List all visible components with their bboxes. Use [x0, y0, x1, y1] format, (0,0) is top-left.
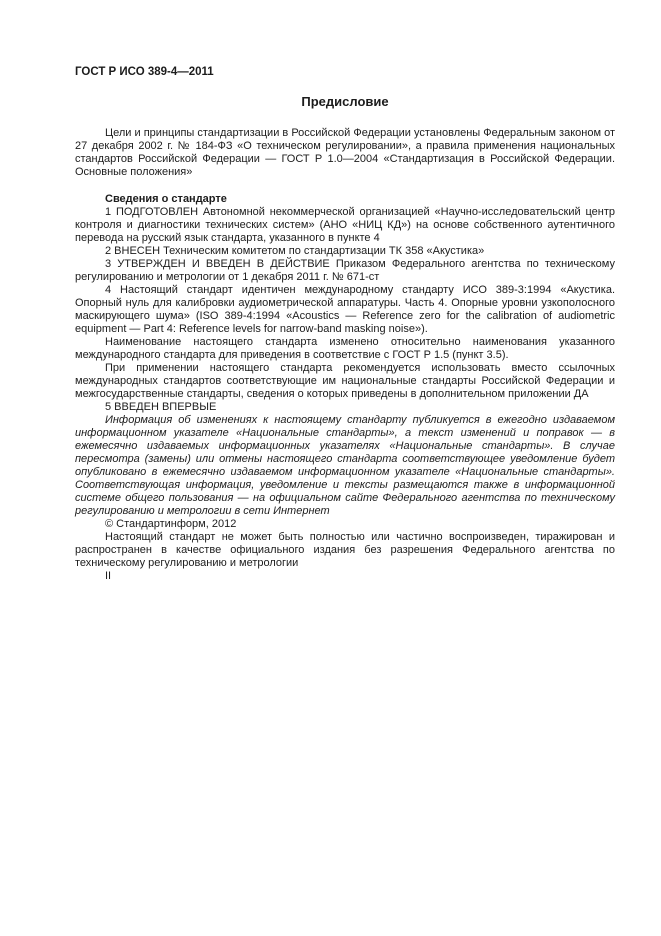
reproduction-notice: Настоящий стандарт не может быть полностью или частично воспроизведен, тиражирован и распространен в качестве официального издания без разрешения Федерального агентства по техническому регулированию и метрологии — [75, 531, 615, 569]
page-title: Предисловие — [301, 94, 389, 109]
standard-info-item-5: 5 ВВЕДЕН ВПЕРВЫЕ — [105, 401, 217, 413]
intro-paragraph: Цели и принципы стандартизации в Российской Федерации установлены Федеральным законом от 27 декабря 2002 г. № 184-ФЗ «О техническом регулировании», а правила применения национальных стандартов Российской Федерации — ГОСТ Р 1.0—2004 «Стандартизация в Российской Федерации. Основные положения» — [75, 127, 615, 178]
standard-info-item-2: 2 ВНЕСЕН Техническим комитетом по стандартизации ТК 358 «Акустика» — [105, 245, 485, 257]
doc-number: ГОСТ Р ИСО 389-4—2011 — [75, 66, 214, 78]
item-4-note-2: При применении настоящего стандарта рекомендуется использовать вместо ссылочных международных стандартов соответствующие им национальные стандарты Российской Федерации и межгосударственные стандарты, сведения о которых приведены в дополнительном приложении ДА — [75, 362, 615, 400]
standard-info-item-3: 3 УТВЕРЖДЕН И ВВЕДЕН В ДЕЙСТВИЕ Приказом Федерального агентства по техническому регулированию и метрологии от 1 декабря 2011 г. № 671-ст — [75, 258, 615, 283]
standard-info-item-1: 1 ПОДГОТОВЛЕН Автономной некоммерческой организацией «Научно-исследовательский центр контроля и диагностики технических систем» (АНО «НИЦ КД») на основе собственного аутентичного перевода на русский язык стандарта, указанного в пункте 4 — [75, 206, 615, 244]
standard-info-item-4: 4 Настоящий стандарт идентичен международному стандарту ИСО 389-3:1994 «Акустика. Опорный нуль для калибровки аудиометрической аппаратуры. Часть 4. Опорные уровни узкополосного маскирующего шума» (ISO 389-4:1994 «Acoustics — Reference zero for the calibration of audiometric equipment — Part 4: Reference levels for narrow-band masking noise»). — [75, 284, 615, 335]
copyright-notice: © Стандартинформ, 2012 — [105, 518, 237, 530]
section-heading: Сведения о стандарте — [105, 193, 227, 205]
publication-note: Информация об изменениях к настоящему стандарту публикуется в ежегодно издаваемом информационном указателе «Национальные стандарты», а текст изменений и поправок — в ежемесячно издаваемых информационных указателях «Национальные стандарты». В случае пересмотра (замены) или отмены настоящего стандарта соответствующее уведомление будет опубликовано в ежемесячно издаваемом информационном указателе «Национальные стандарты». Соответствующая информация, уведомление и тексты размещаются также в информационной системе общего пользования — на официальном сайте Федерального агентства по техническому регулированию и метрологии в сети Интернет — [75, 414, 615, 517]
page-number: II — [105, 570, 112, 582]
item-4-note-1: Наименование настоящего стандарта изменено относительно наименования указанного международного стандарта для приведения в соответствие с ГОСТ Р 1.5 (пункт 3.5). — [75, 336, 615, 361]
